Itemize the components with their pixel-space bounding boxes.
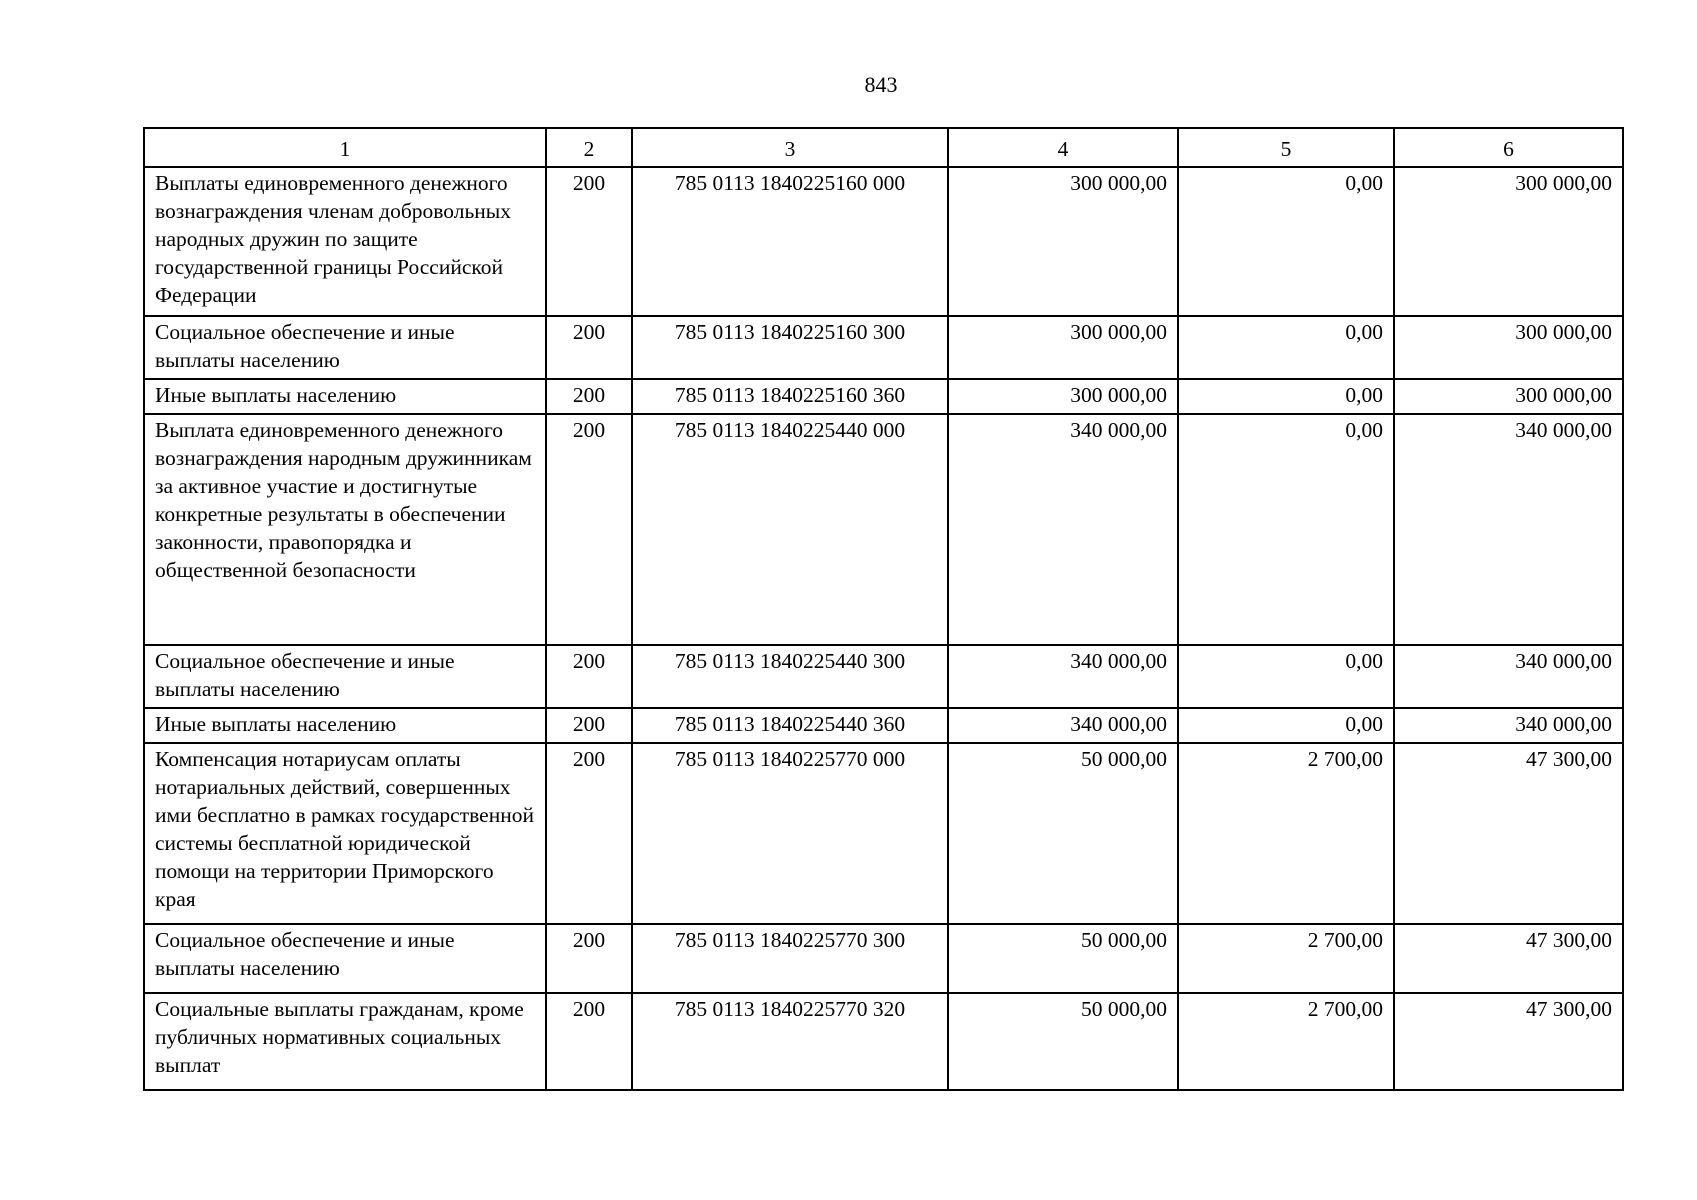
row-value-6: 47 300,00	[1394, 924, 1623, 993]
table-row	[144, 924, 1623, 993]
column-header: 6	[1394, 128, 1623, 167]
row-name: Иные выплаты населению	[144, 379, 546, 414]
table-row	[144, 414, 1623, 645]
row-budget-code: 785 0113 1840225770 000	[632, 743, 948, 924]
column-header: 5	[1178, 128, 1394, 167]
row-name: Социальные выплаты гражданам, кроме публичных нормативных социальных выплат	[144, 993, 546, 1090]
row-value-5: 0,00	[1178, 167, 1394, 316]
row-value-4: 50 000,00	[948, 924, 1178, 993]
row-budget-code: 785 0113 1840225160 000	[632, 167, 948, 316]
row-budget-code: 785 0113 1840225770 300	[632, 924, 948, 993]
row-value-4: 50 000,00	[948, 993, 1178, 1090]
budget-table	[143, 127, 1624, 1091]
row-value-5: 2 700,00	[1178, 924, 1394, 993]
row-admin-code: 200	[546, 924, 632, 993]
row-admin-code: 200	[546, 167, 632, 316]
row-value-6: 300 000,00	[1394, 379, 1623, 414]
row-value-6: 340 000,00	[1394, 708, 1623, 743]
table-row	[144, 379, 1623, 414]
row-value-5: 2 700,00	[1178, 993, 1394, 1090]
row-value-4: 340 000,00	[948, 645, 1178, 708]
row-value-4: 50 000,00	[948, 743, 1178, 924]
row-value-4: 340 000,00	[948, 414, 1178, 645]
row-value-5: 0,00	[1178, 414, 1394, 645]
row-name: Социальное обеспечение и иные выплаты населению	[144, 316, 546, 379]
row-name: Компенсация нотариусам оплаты нотариальных действий, совершенных ими бесплатно в рамках государственной системы бесплатной юридической помощи на территории Приморского края	[144, 743, 546, 924]
table-row	[144, 645, 1623, 708]
row-name: Социальное обеспечение и иные выплаты населению	[144, 645, 546, 708]
row-name: Выплаты единовременного денежного вознаграждения членам добровольных народных дружин по защите государственной границы Российской Федерации	[144, 167, 546, 316]
row-admin-code: 200	[546, 379, 632, 414]
row-value-6: 340 000,00	[1394, 414, 1623, 645]
row-value-6: 300 000,00	[1394, 316, 1623, 379]
row-admin-code: 200	[546, 645, 632, 708]
row-name: Социальное обеспечение и иные выплаты населению	[144, 924, 546, 993]
column-header: 2	[546, 128, 632, 167]
column-header: 4	[948, 128, 1178, 167]
row-value-4: 300 000,00	[948, 379, 1178, 414]
row-value-6: 340 000,00	[1394, 645, 1623, 708]
column-header: 1	[144, 128, 546, 167]
row-value-5: 2 700,00	[1178, 743, 1394, 924]
page-number: 843	[864, 72, 898, 97]
table-row	[144, 743, 1623, 924]
row-budget-code: 785 0113 1840225440 300	[632, 645, 948, 708]
row-value-6: 300 000,00	[1394, 167, 1623, 316]
row-budget-code: 785 0113 1840225440 000	[632, 414, 948, 645]
row-budget-code: 785 0113 1840225160 360	[632, 379, 948, 414]
row-budget-code: 785 0113 1840225160 300	[632, 316, 948, 379]
row-name: Иные выплаты населению	[144, 708, 546, 743]
table-row	[144, 167, 1623, 316]
row-value-5: 0,00	[1178, 316, 1394, 379]
row-value-5: 0,00	[1178, 379, 1394, 414]
row-admin-code: 200	[546, 316, 632, 379]
row-value-4: 300 000,00	[948, 316, 1178, 379]
table-row	[144, 708, 1623, 743]
row-value-6: 47 300,00	[1394, 743, 1623, 924]
row-admin-code: 200	[546, 708, 632, 743]
row-admin-code: 200	[546, 743, 632, 924]
row-name: Выплата единовременного денежного вознаграждения народным дружинникам за активное участие и достигнутые конкретные результаты в обеспечении законности, правопорядка и общественной безопасности	[144, 414, 546, 645]
table-row	[144, 993, 1623, 1090]
row-value-4: 300 000,00	[948, 167, 1178, 316]
table-row	[144, 316, 1623, 379]
row-budget-code: 785 0113 1840225440 360	[632, 708, 948, 743]
row-admin-code: 200	[546, 993, 632, 1090]
row-value-5: 0,00	[1178, 708, 1394, 743]
row-value-5: 0,00	[1178, 645, 1394, 708]
row-admin-code: 200	[546, 414, 632, 645]
row-value-6: 47 300,00	[1394, 993, 1623, 1090]
row-budget-code: 785 0113 1840225770 320	[632, 993, 948, 1090]
table-header-row	[144, 128, 1623, 167]
row-value-4: 340 000,00	[948, 708, 1178, 743]
column-header: 3	[632, 128, 948, 167]
